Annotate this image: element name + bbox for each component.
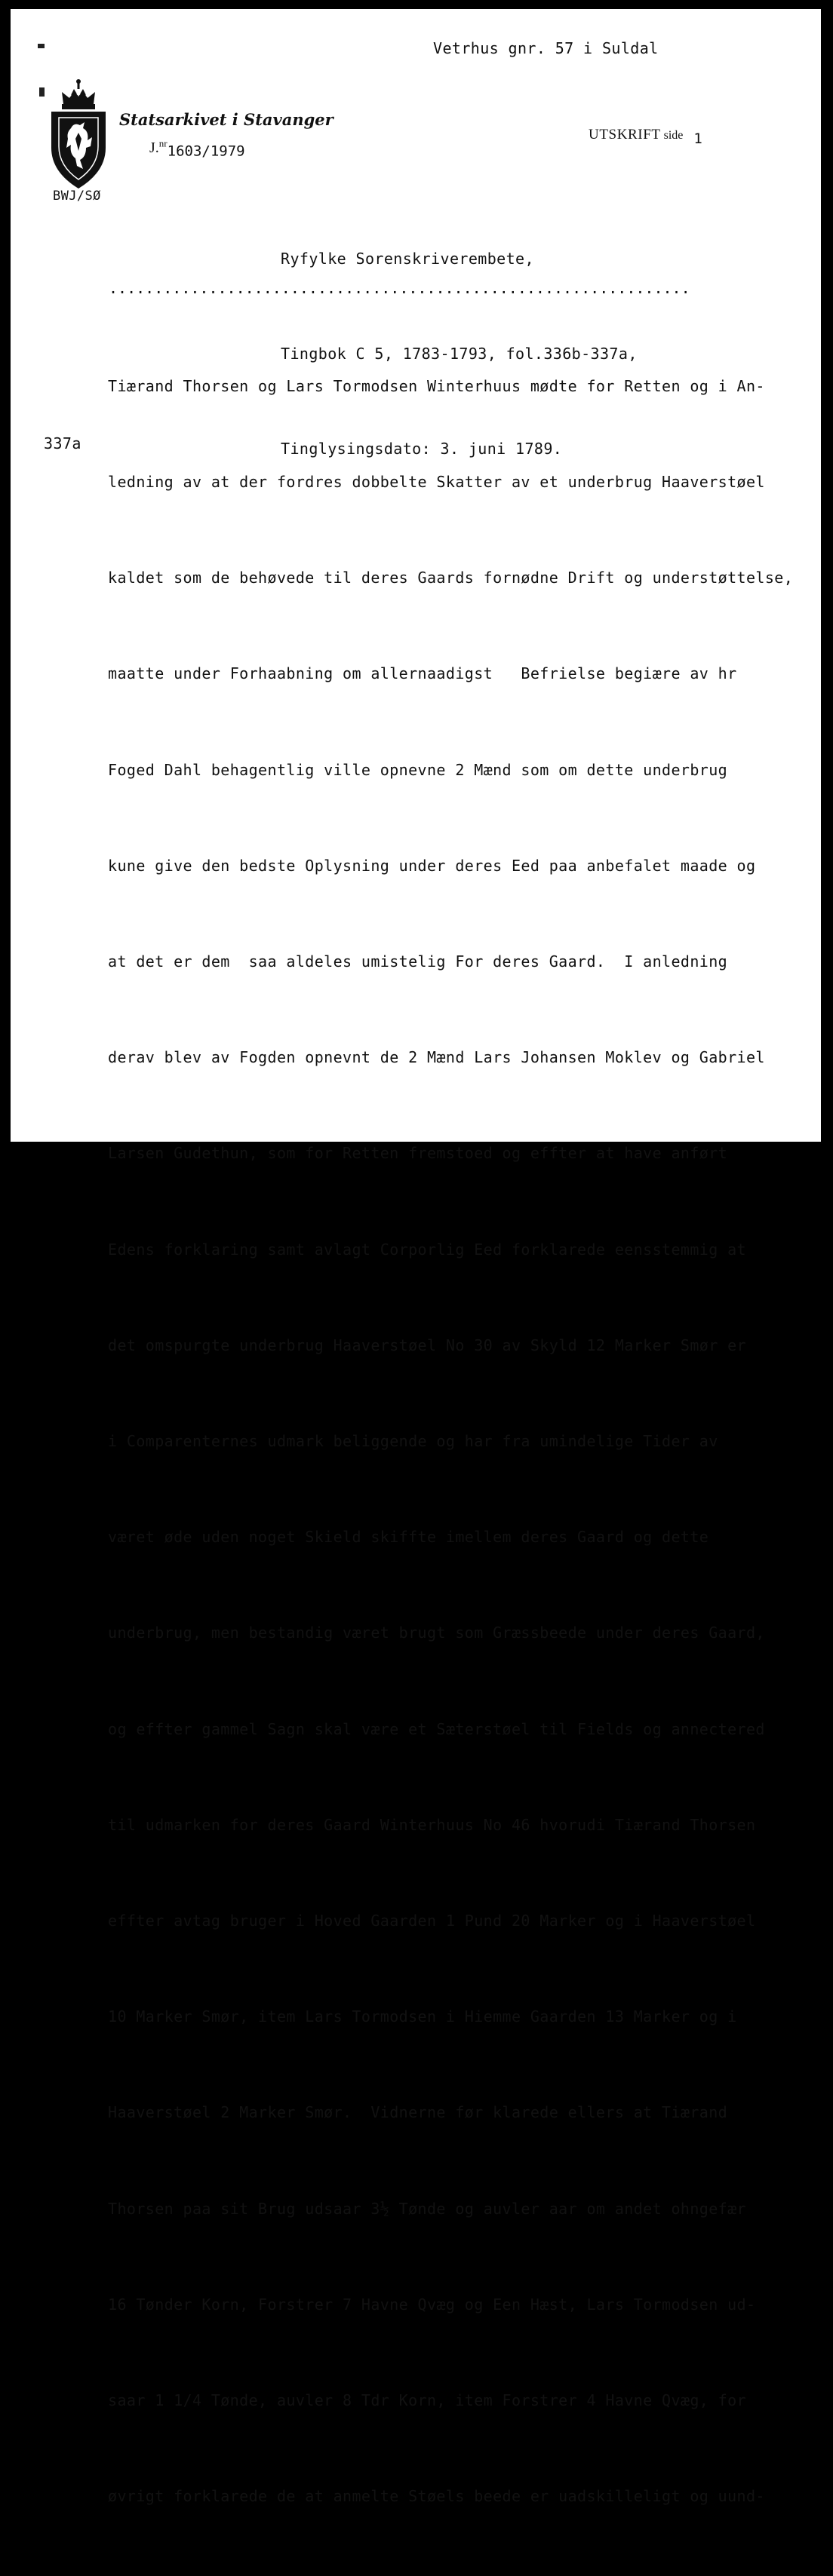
body-line: saar 1 1/4 Tønde, auvler 8 Tdr Korn, item Forstrer 4 Havne Qvæg, for: [108, 2391, 746, 2410]
scan-speck: [38, 44, 45, 48]
body-line: været øde uden noget Skield skiffte imellem deres Gaard og dette: [108, 1528, 709, 1547]
body-line: at det er dem saa aldeles umistelig For deres Gaard. I anledning: [108, 952, 728, 971]
body-line: Haaverstøel 2 Marker Smør. Vidnerne før klarede ellers at Tiærand: [108, 2103, 728, 2122]
body-line: Thorsen paa sit Brug udsaar 3½ Tønde og auvler aar om andet ohngefær: [108, 2199, 746, 2218]
body-line: Foged Dahl behagentlig ville opnevne 2 Mænd som om dette underbrug: [108, 760, 728, 779]
body-line: ledning av at der fordres dobbelte Skatter av et underbrug Haaverstøel: [108, 473, 765, 492]
source-line: Tinglysingsdato: 3. juni 1789.: [281, 440, 563, 458]
journal-number-label: J.$^{nr}$: [149, 137, 168, 156]
archive-name: Statsarkivet i Stavanger: [119, 110, 334, 129]
side-label: side: [663, 129, 684, 142]
source-line: Ryfylke Sorenskriverembete,: [281, 250, 534, 268]
body-line: effter avtag bruger i Hoved Gaarden 1 Pund 20 Marker og i Haaverstøel: [108, 1912, 756, 1930]
transcript-label: UTSKRIFT: [589, 127, 661, 143]
body-line: derav blev av Fogden opnevnt de 2 Mænd Lars Johansen Moklev og Gabriel: [108, 1048, 765, 1067]
body-line: 10 Marker Smør, item Lars Tormodsen i Hiemme Gaarden 13 Marker og i: [108, 2007, 737, 2026]
body-line: Larsen Gudethun, som for Retten fremstoed og effter at have anført: [108, 1144, 728, 1163]
norwegian-coat-of-arms-icon: [48, 78, 109, 192]
body-line: Tiærand Thorsen og Lars Tormodsen Winterhuus mødte for Retten og i An-: [108, 376, 765, 395]
page-number: 1: [693, 130, 702, 147]
document-page: [11, 9, 821, 2506]
body-line: i Comparenternes udmark beliggende og har fra umindelige Tider av: [108, 1432, 718, 1451]
transcript-body: [108, 306, 793, 2576]
body-line: kune give den bedste Oplysning under deres Eed paa anbefalet maade og: [108, 856, 756, 875]
transcript-page-label: [589, 127, 702, 147]
journal-number: [149, 137, 245, 160]
body-line: øvrigt forklarede de at anmelte Støels beede er uadskilleligt og uund-: [108, 2487, 765, 2506]
journal-number-value: 1603/1979: [167, 143, 245, 160]
body-line: kaldet som de behøvede til deres Gaards fornødne Drift og understøttelse,: [108, 569, 794, 587]
source-line: Tingbok C 5, 1783-1793, fol.336b-337a,: [281, 345, 638, 363]
body-line: 16 Tønder Korn, Forstrer 7 Havne Qvæg og Een Hæst, Lars Tormodsen ud-: [108, 2295, 756, 2314]
body-line: det omspurgte underbrug Haaverstøel No 30 av Skyld 12 Marker Smør er: [108, 1336, 746, 1354]
document-reference: Vetrhus gnr. 57 i Suldal: [433, 39, 659, 57]
body-line: til udmarken for deres Gaard Winterhuus No 46 hvorudi Tiærand Thorsen: [108, 1815, 756, 1834]
body-line: og effter gammel Sagn skal være et Sæterstøel til Fields og annectered: [108, 1719, 765, 1738]
body-line: underbrug, men bestandig været brugt som Græssbeede under deres Gaard,: [108, 1624, 765, 1642]
dotted-separator: ................................................................: [109, 279, 690, 297]
body-line: maatte under Forhaabning om allernaadigst Befrielse begiære av hr: [108, 664, 737, 683]
author-initials: BWJ/SØ: [53, 189, 101, 204]
folio-margin-note: 337a: [44, 434, 81, 452]
scan-speck: [39, 87, 45, 97]
body-line: Edens forklaring samt avlagt Corporlig Eed forklarede eensstemmig at: [108, 1240, 746, 1259]
